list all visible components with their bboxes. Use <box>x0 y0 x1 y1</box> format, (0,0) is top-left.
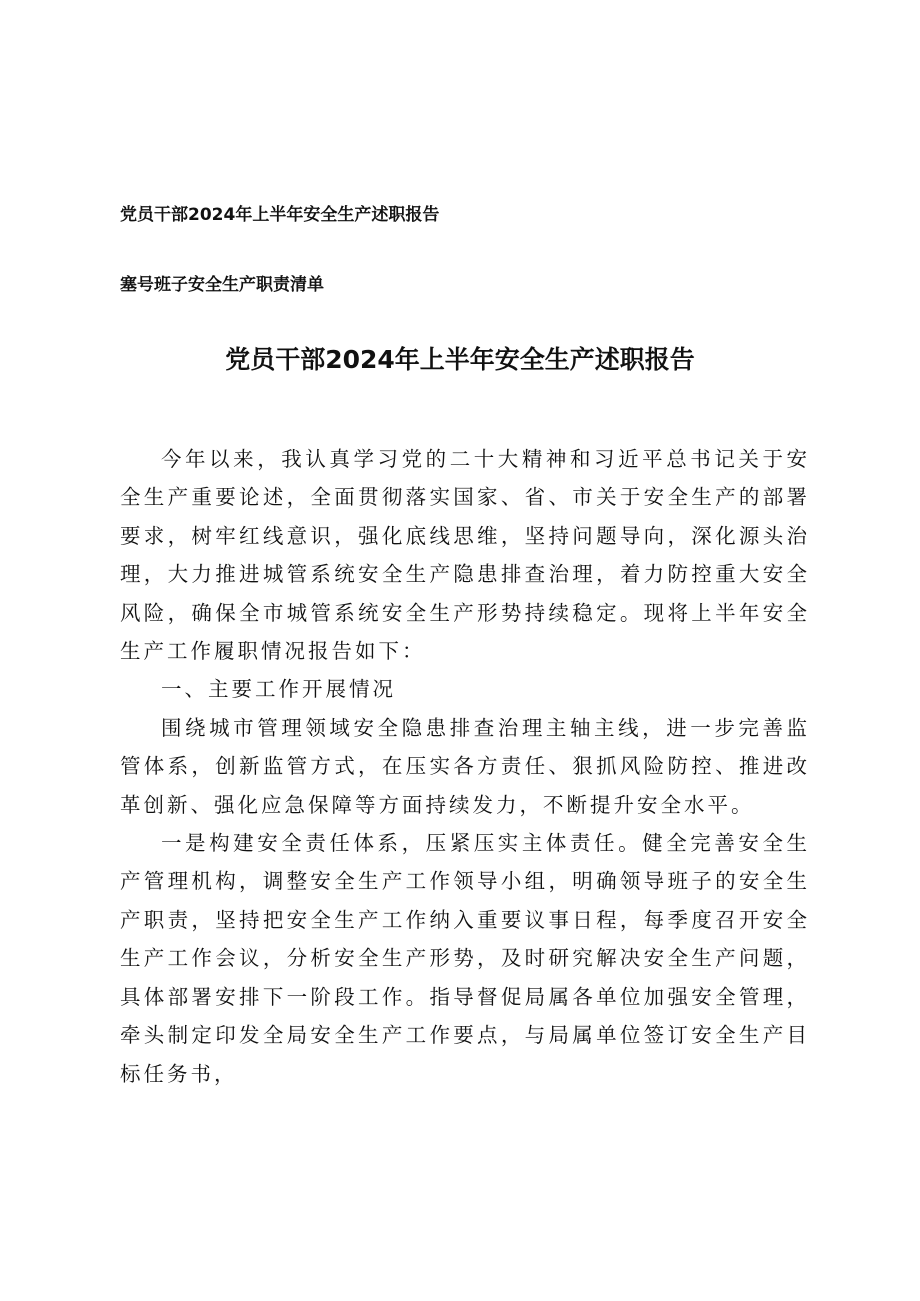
paragraph-responsibility: 一是构建安全责任体系，压紧压实主体责任。健全完善安全生产管理机构，调整安全生产工作领导小组，明确领导班子的安全生产职责，坚持把安全生产工作纳入重要议事日程，每季度召开安全生产工作会议，分析安全生产形势，及时研究解决安全生产问题，具体部署安排下一阶段工作。指导督促局属各单位加强安全管理，牵头制定印发全局安全生产工作要点，与局属单位签订安全生产目标任务书， <box>120 831 810 1086</box>
paragraph-overview: 围绕城市管理领域安全隐患排查治理主轴主线，进一步完善监管体系，创新监管方式，在压实各方责任、狠抓风险防控、推进改革创新、强化应急保障等方面持续发力，不断提升安全水平。 <box>120 715 810 817</box>
section-heading: 一、主要工作开展情况 <box>161 677 396 702</box>
document-title: 党员干部2024年上半年安全生产述职报告 <box>225 345 695 374</box>
toc-line-2: 塞号班子安全生产职责清单 <box>120 275 324 295</box>
paragraph-intro: 今年以来，我认真学习党的二十大精神和习近平总书记关于安全生产重要论述，全面贯彻落实国家、省、市关于安全生产的部署要求，树牢红线意识，强化底线思维，坚持问题导向，深化源头治理，大力推进城管系统安全生产隐患排查治理，着力防控重大安全风险，确保全市城管系统安全生产形势持续稳定。现将上半年安全生产工作履职情况报告如下： <box>120 447 810 664</box>
toc-line-1: 党员干部2024年上半年安全生产述职报告 <box>120 205 440 225</box>
document-body <box>120 440 810 1093</box>
